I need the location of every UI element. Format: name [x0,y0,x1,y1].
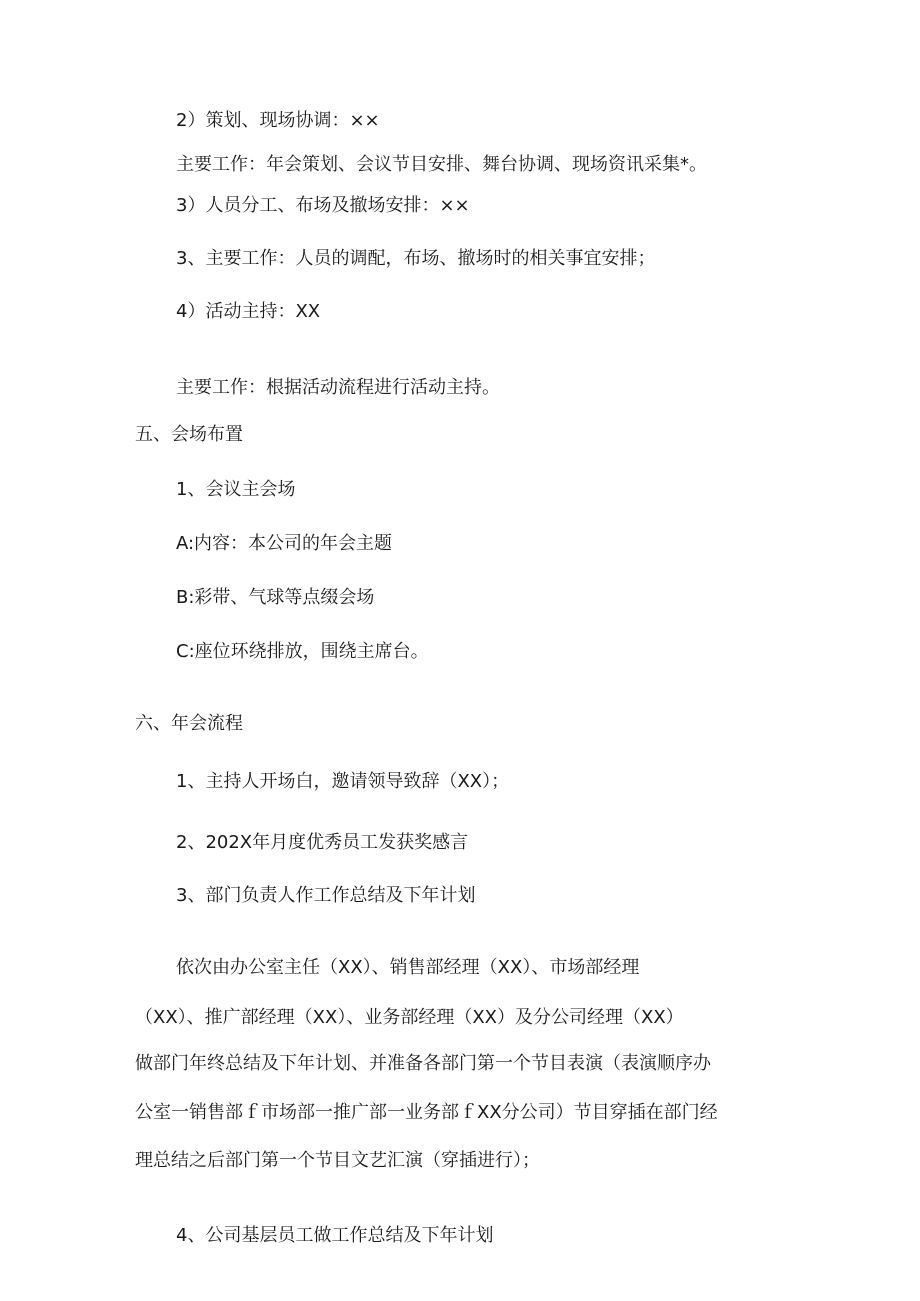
item-awards: 2、202X年月度优秀员工发获奖感言 [176,832,469,853]
item-venue-content: A:内容：本公司的年会主题 [176,533,393,554]
item-opening: 1、主持人开场白，邀请领导致辞（XX）； [176,771,510,792]
item-staff-arrangement: 3）人员分工、布场及撤场安排：×× [176,195,470,216]
paragraph-line: 依次由办公室主任（XX）、销售部经理（XX）、市场部经理 [176,957,640,978]
section-heading-process: 六、年会流程 [135,713,243,734]
item-venue-seating: C:座位环绕排放，围绕主席台。 [176,641,429,662]
item-staff-duties: 3、主要工作：人员的调配，布场、撤场时的相关事宜安排； [176,248,656,269]
paragraph-line: 理总结之后部门第一个节目文艺汇演（穿插进行）； [135,1150,540,1171]
item-department-summary: 3、部门负责人作工作总结及下年计划 [176,885,476,906]
item-host: 4）活动主持：XX [176,301,321,322]
item-host-duties: 主要工作：根据活动流程进行活动主持。 [176,377,500,398]
section-heading-venue: 五、会场布置 [135,424,243,445]
item-main-venue: 1、会议主会场 [176,479,296,500]
item-staff-summary: 4、公司基层员工做工作总结及下年计划 [176,1225,494,1246]
paragraph-line: 做部门年终总结及下年计划、并准备各部门第一个节目表演（表演顺序办 [135,1053,711,1074]
item-planning-coordination: 2）策划、现场协调：×× [176,110,380,131]
item-planning-duties: 主要工作：年会策划、会议节目安排、舞台协调、现场资讯采集*。 [176,154,707,175]
paragraph-line: （XX）、推广部经理（XX）、业务部经理（XX）及分公司经理（XX） [135,1007,684,1028]
item-venue-decoration: B:彩带、气球等点缀会场 [176,587,375,608]
paragraph-line: 公室一销售部ｆ市场部一推广部一业务部ｆXX分公司）节目穿插在部门经 [135,1102,718,1123]
